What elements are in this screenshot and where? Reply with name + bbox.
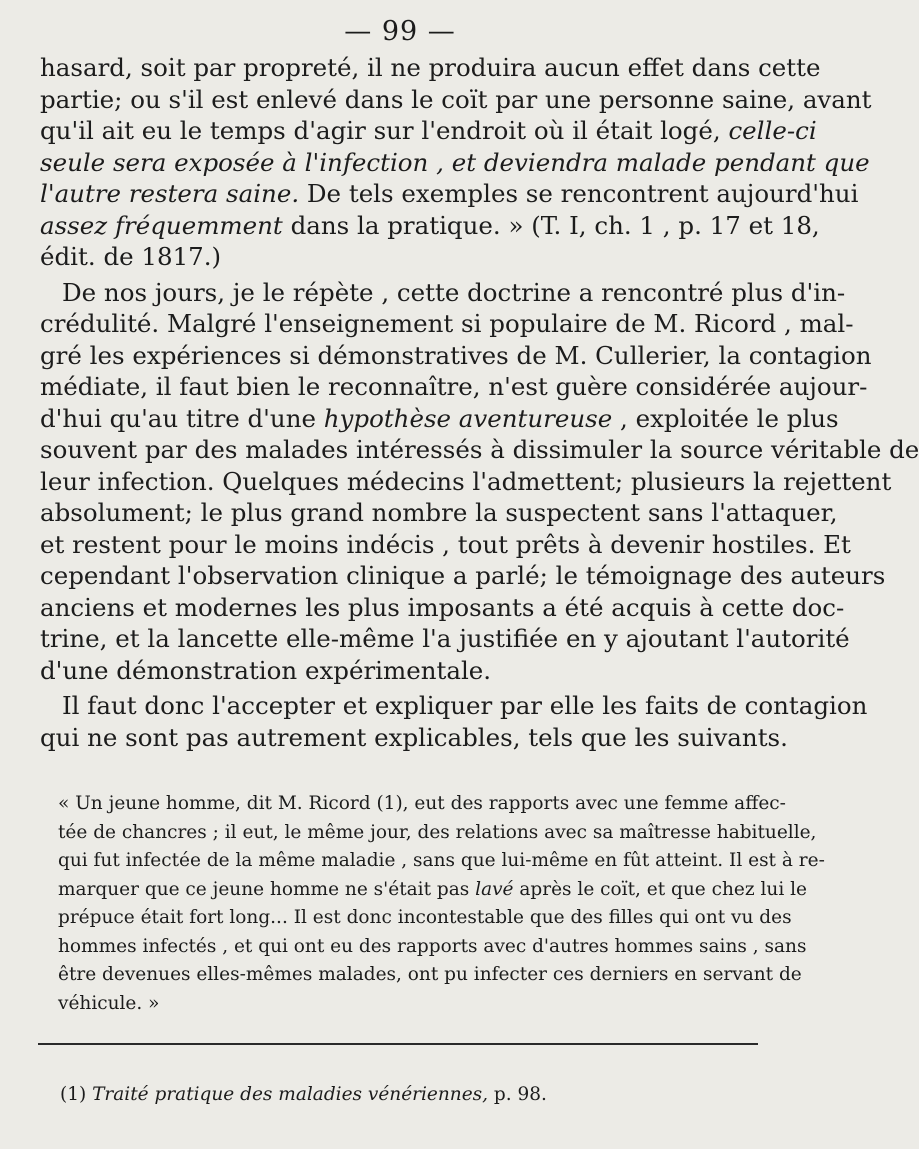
text-span: qu'il ait eu le temps d'agir sur l'endroit où il était logé, [40, 116, 729, 145]
quote-line: hommes infectés , et qui ont eu des rapports avec d'autres hommes sains , sans [58, 935, 807, 957]
text-line: partie; ou s'il est enlevé dans le coït par une personne saine, avant [40, 84, 872, 114]
quote-line: prépuce était fort long... Il est donc incontestable que des filles qui ont vu des [58, 907, 792, 928]
italic-span: assez fréquemment [40, 210, 283, 240]
text-line: édit. de 1817.) [40, 242, 222, 271]
text-span: De tels exemples se rencontrent aujourd'hui [299, 179, 859, 208]
footnote-title: Traité pratique des maladies vénériennes, [92, 1084, 489, 1105]
quote-line: « Un jeune homme, dit M. Ricord (1), eut des rapports avec une femme affec- [58, 793, 786, 814]
paragraph-1 [40, 52, 872, 273]
text-line: Il faut donc l'accepter et expliquer par elle les faits de contagion [62, 691, 868, 720]
text-line [40, 403, 839, 435]
italic-span: celle-ci [728, 116, 817, 145]
text-line: seule sera exposée à l'infection , et deviendra malade pendant que [40, 147, 870, 177]
quote-line: véhicule. » [58, 992, 160, 1014]
text-line: qui ne sont pas autrement explicables, tels que les suivants. [40, 722, 788, 752]
text-line: d'une démonstration expérimentale. [40, 655, 492, 685]
text-line: médiate, il faut bien le reconnaître, n'est guère considérée aujour- [40, 372, 868, 401]
italic-span: hypothèse aventureuse [323, 403, 613, 433]
quote-line [58, 876, 807, 905]
footnote [60, 1082, 760, 1108]
quote-line: tée de chancres ; il eut, le même jour, des relations avec sa maîtresse habituelle, [58, 821, 817, 843]
text-line: gré les expériences si démonstratives de M. Cullerier, la contagion [40, 340, 872, 370]
text-span: d'hui qu'au titre d'une [40, 403, 324, 433]
text-span: , exploitée le plus [612, 403, 839, 433]
italic-span: l'autre restera saine. [40, 179, 300, 208]
text-line: hasard, soit par propreté, il ne produira aucun effet dans cette [40, 53, 821, 82]
footnote-page: p. 98. [488, 1084, 547, 1105]
text-line: leur infection. Quelques médecins l'admettent; plusieurs la rejettent [40, 466, 892, 496]
text-span: marquer que ce jeune homme ne s'était pas [58, 878, 476, 900]
main-text [40, 52, 919, 753]
text-span: dans la pratique. » (T. I, ch. 1 , p. 17 et 18, [282, 210, 820, 240]
paragraph-3 [40, 690, 868, 753]
text-line: souvent par des malades intéressés à dissimuler la source véritable de [40, 435, 919, 464]
paragraph-2 [40, 277, 919, 687]
text-line [40, 115, 817, 147]
text-line [40, 210, 820, 242]
text-line: cependant l'observation clinique a parlé; le témoignage des auteurs [40, 561, 886, 590]
text-line: anciens et modernes les plus imposants a été acquis à cette doc- [40, 592, 845, 622]
text-line: crédulité. Malgré l'enseignement si populaire de M. Ricord , mal- [40, 309, 854, 338]
italic-span: lavé [475, 878, 514, 900]
footnote-marker: (1) [60, 1084, 93, 1105]
text-line: De nos jours, je le répète , cette doctrine a rencontré plus d'in- [62, 277, 846, 307]
text-line: absolument; le plus grand nombre la suspectent sans l'attaquer, [40, 498, 838, 527]
text-line [40, 178, 859, 210]
text-span: après le coït, et que chez lui le [513, 878, 807, 900]
text-line: trine, et la lancette elle-même l'a justifiée en y ajoutant l'autorité [40, 624, 850, 653]
footnote-divider [38, 1043, 758, 1045]
quote-line: qui fut infectée de la même maladie , sans que lui-même en fût atteint. Il est à re- [58, 850, 825, 871]
text-line: et restent pour le moins indécis , tout prêts à devenir hostiles. Et [40, 529, 851, 559]
quote-line: être devenues elles-mêmes malades, ont pu infecter ces derniers en servant de [58, 964, 802, 985]
block-quote [58, 790, 825, 1018]
page-number: — 99 — [344, 16, 456, 47]
